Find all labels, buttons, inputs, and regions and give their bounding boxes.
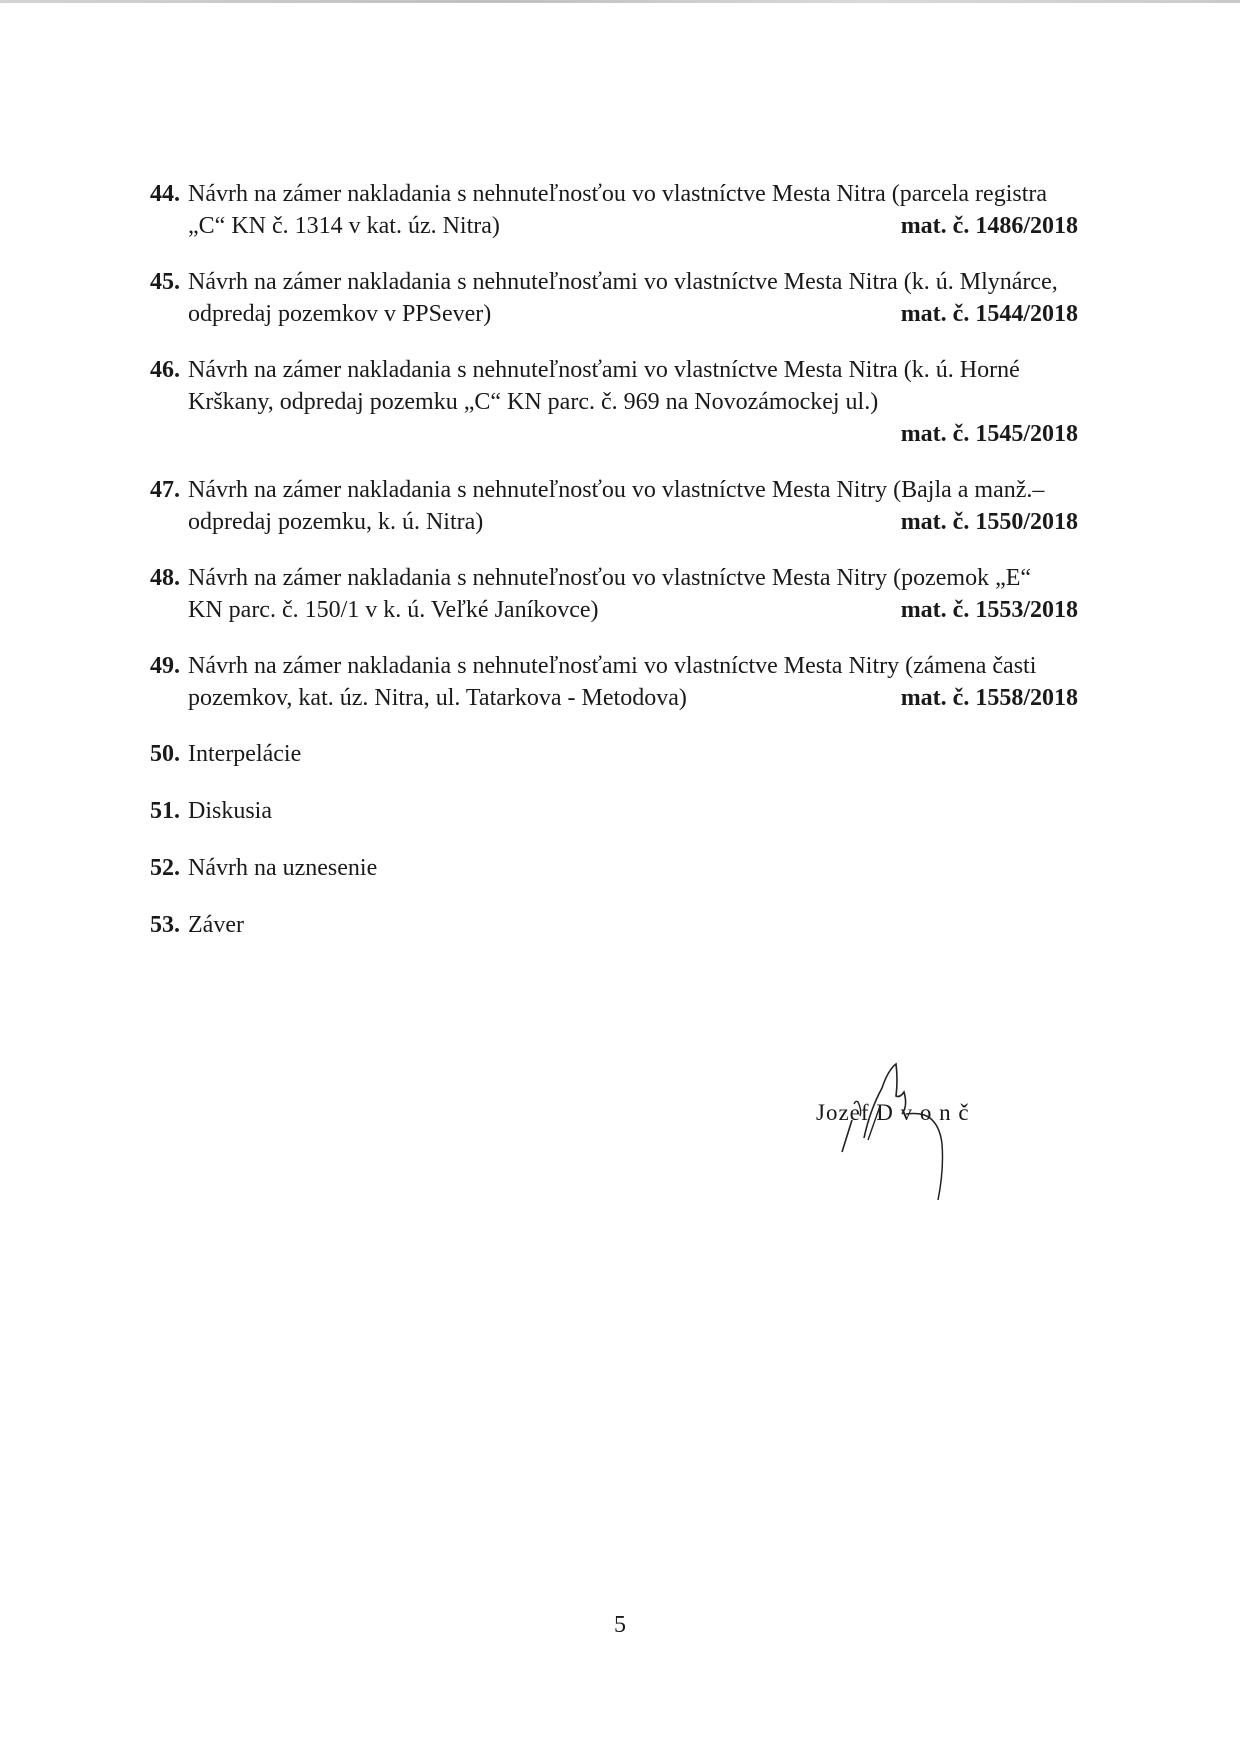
item-text-line2: Krškany, odpredaj pozemku „C“ KN parc. č. 969 na Novozámockej ul.) [188, 389, 879, 415]
item-text: Záver [188, 912, 244, 938]
item-number: 45. [150, 269, 180, 295]
item-text: Interpelácie [188, 741, 302, 767]
item-number: 47. [150, 477, 180, 503]
material-reference: mat. č. 1545/2018 [900, 421, 1078, 447]
handwritten-signature [800, 1040, 1000, 1240]
item-number: 53. [150, 912, 180, 938]
item-number: 44. [150, 181, 180, 207]
item-text-line1: Návrh na zámer nakladania s nehnuteľnosťou vo vlastníctve Mesta Nitry (Bajla a manž.– [188, 477, 1045, 503]
agenda-item-50 [150, 738, 1100, 770]
item-text-line1: Návrh na zámer nakladania s nehnuteľnosťou vo vlastníctve Mesta Nitra (parcela registra [188, 181, 1048, 207]
material-reference: mat. č. 1486/2018 [900, 213, 1078, 239]
agenda-list [150, 178, 1100, 941]
agenda-item-48 [150, 562, 1100, 626]
item-number: 49. [150, 653, 180, 679]
item-text-line2: „C“ KN č. 1314 v kat. úz. Nitra) [188, 213, 500, 239]
item-text-line2: odpredaj pozemkov v PPSever) [188, 301, 492, 327]
agenda-item-53 [150, 909, 1100, 941]
item-text-line1: Návrh na zámer nakladania s nehnuteľnosťami vo vlastníctve Mesta Nitry (zámena časti [188, 653, 1037, 679]
item-text-line1: Návrh na zámer nakladania s nehnuteľnosťou vo vlastníctve Mesta Nitry (pozemok „E“ [188, 565, 1032, 591]
agenda-item-46 [150, 354, 1100, 450]
item-number: 48. [150, 565, 180, 591]
item-number: 52. [150, 855, 180, 881]
item-text: Diskusia [188, 798, 272, 824]
scan-edge [0, 0, 1240, 3]
item-text-line2: odpredaj pozemku, k. ú. Nitra) [188, 509, 484, 535]
item-text-line1: Návrh na zámer nakladania s nehnuteľnosťami vo vlastníctve Mesta Nitra (k. ú. Mlynárce, [188, 269, 1058, 295]
item-text-line2: pozemkov, kat. úz. Nitra, ul. Tatarkova - Metodova) [188, 685, 687, 711]
item-text: Návrh na uznesenie [188, 855, 378, 881]
page-number: 5 [614, 1612, 626, 1638]
item-text-line2: KN parc. č. 150/1 v k. ú. Veľké Janíkovce) [188, 597, 599, 623]
signature-block [800, 1040, 1000, 1240]
item-number: 50. [150, 741, 180, 767]
material-reference: mat. č. 1544/2018 [900, 301, 1078, 327]
item-text-line1: Návrh na zámer nakladania s nehnuteľnosťami vo vlastníctve Mesta Nitra (k. ú. Horné [188, 357, 1020, 383]
item-number: 51. [150, 798, 180, 824]
material-reference: mat. č. 1553/2018 [900, 597, 1078, 623]
agenda-item-44 [150, 178, 1100, 242]
agenda-item-45 [150, 266, 1100, 330]
agenda-item-51 [150, 795, 1100, 827]
material-reference: mat. č. 1550/2018 [900, 509, 1078, 535]
material-reference: mat. č. 1558/2018 [900, 685, 1078, 711]
agenda-item-49 [150, 650, 1100, 714]
agenda-item-47 [150, 474, 1100, 538]
agenda-item-52 [150, 852, 1100, 884]
signer-name: Jozef D v o n č [816, 1100, 970, 1125]
item-number: 46. [150, 357, 180, 383]
